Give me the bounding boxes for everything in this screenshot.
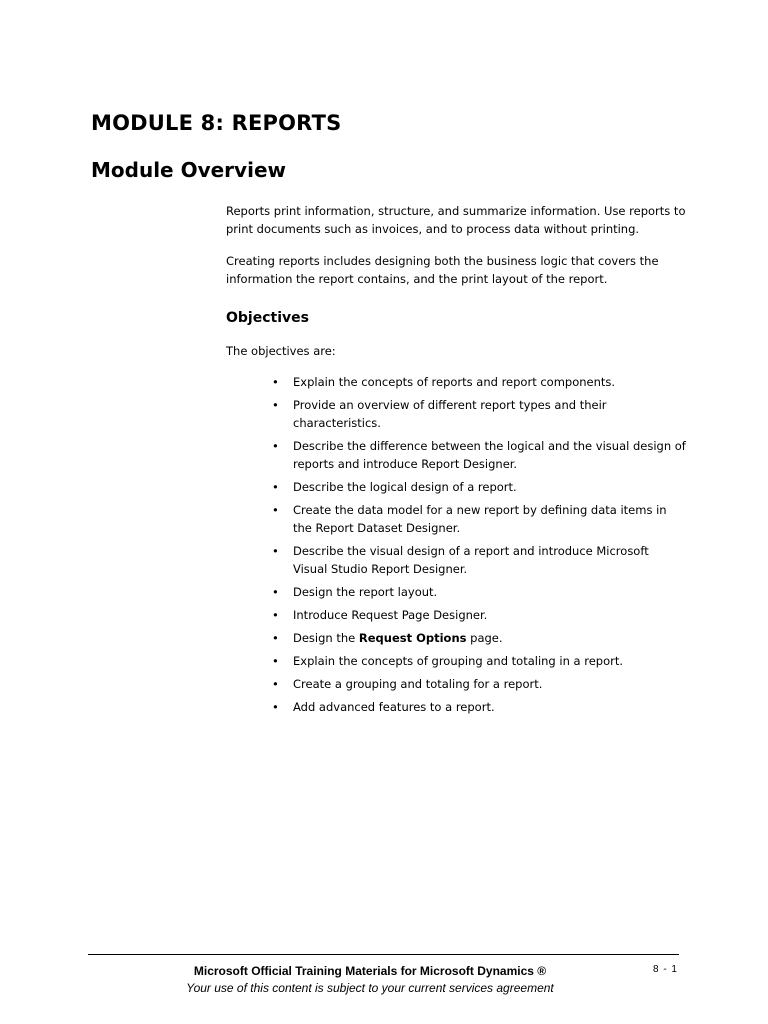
objective-item <box>272 437 686 473</box>
objective-item <box>272 542 686 578</box>
objective-item <box>272 675 686 693</box>
bullet-icon: • <box>272 631 279 645</box>
objective-text: Create the data model for a new report by defining data items in the Report Dataset Designer. <box>293 503 667 535</box>
objective-text: Create a grouping and totaling for a report. <box>293 677 543 691</box>
footer-notice: Your use of this content is subject to your current services agreement <box>186 981 554 995</box>
objective-item <box>272 396 686 432</box>
objective-item <box>272 629 686 647</box>
objectives-list <box>226 373 686 716</box>
bullet-icon: • <box>272 375 279 389</box>
request-options-term: Request Options <box>358 631 467 645</box>
objective-item <box>272 606 686 624</box>
objective-text: Design the report layout. <box>293 585 438 599</box>
bullet-icon: • <box>272 439 279 453</box>
objective-item <box>272 501 686 537</box>
objective-text: Describe the visual design of a report and introduce Microsoft Visual Studio Report Designer. <box>293 544 649 576</box>
module-overview-body <box>226 202 686 721</box>
objective-item <box>272 583 686 601</box>
objective-text: Provide an overview of different report types and their characteristics. <box>293 398 607 430</box>
objective-text: Explain the concepts of reports and report components. <box>293 375 616 389</box>
footer-title: Microsoft Official Training Materials for Microsoft Dynamics ® <box>193 964 547 978</box>
objective-text: Explain the concepts of grouping and totaling in a report. <box>293 654 624 668</box>
objective-item <box>272 652 686 670</box>
bullet-icon: • <box>272 700 279 714</box>
objective-text: Describe the logical design of a report. <box>293 480 517 494</box>
objective-item <box>272 478 686 496</box>
objectives-intro: The objectives are: <box>226 344 336 358</box>
objective-text: Add advanced features to a report. <box>293 700 495 714</box>
objective-text: Introduce Request Page Designer. <box>293 608 488 622</box>
bullet-icon: • <box>272 544 279 558</box>
bullet-icon: • <box>272 677 279 691</box>
module-title: MODULE 8: REPORTS <box>91 111 342 135</box>
overview-paragraph: Reports print information, structure, and summarize information. Use reports to print documents such as invoices, and to process data without printing. <box>226 204 686 236</box>
objective-item <box>272 373 686 391</box>
overview-paragraph: Creating reports includes designing both the business logic that covers the information the report contains, and the print layout of the report. <box>226 254 659 286</box>
objective-text-after: page. <box>466 631 503 645</box>
page-number: 8 - 1 <box>652 964 678 975</box>
objective-text-before: Design the <box>293 631 359 645</box>
footer-divider <box>88 954 679 955</box>
bullet-icon: • <box>272 503 279 517</box>
bullet-icon: • <box>272 480 279 494</box>
overview-heading: Module Overview <box>91 158 286 182</box>
bullet-icon: • <box>272 654 279 668</box>
bullet-icon: • <box>272 585 279 599</box>
objective-text: Describe the difference between the logical and the visual design of reports and introduce Report Designer. <box>293 439 686 471</box>
objective-item <box>272 698 686 716</box>
objectives-heading: Objectives <box>226 310 309 326</box>
bullet-icon: • <box>272 398 279 412</box>
bullet-icon: • <box>272 608 279 622</box>
